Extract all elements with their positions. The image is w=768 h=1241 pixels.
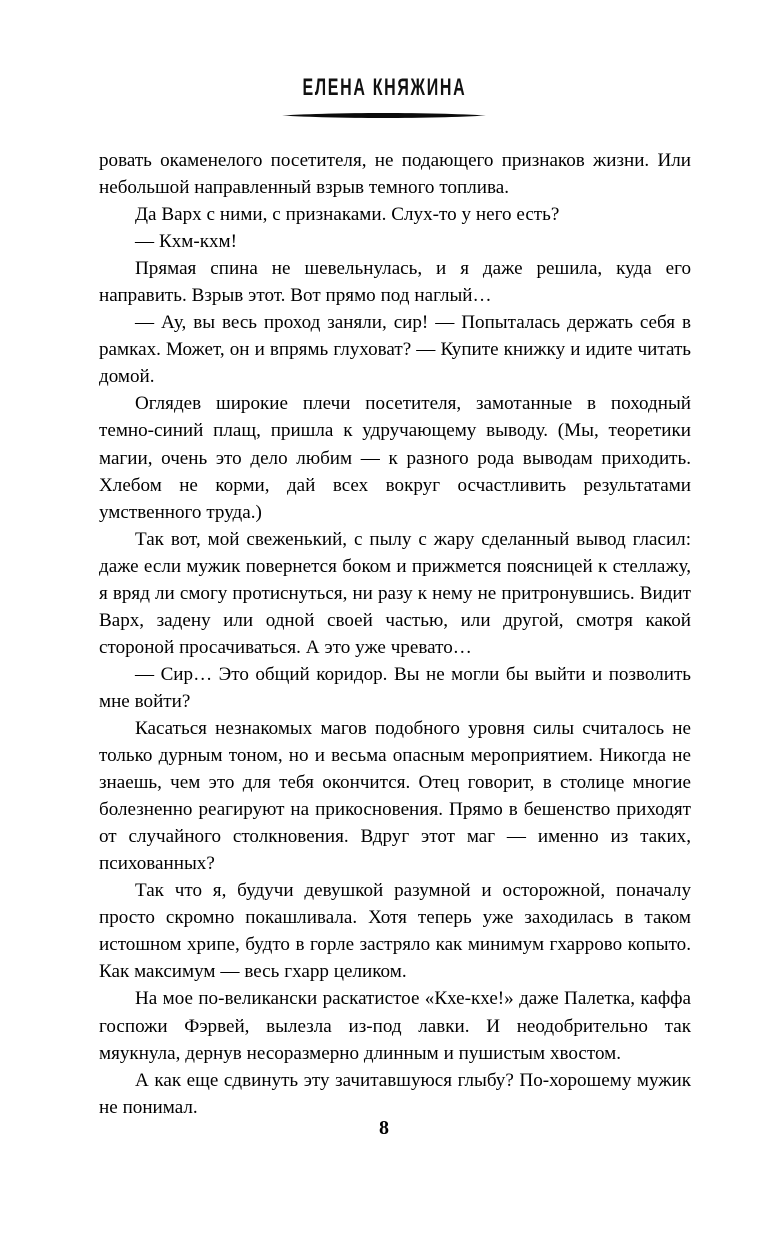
paragraph: — Кхм-кхм! [135, 231, 237, 253]
body-text-column [99, 147, 691, 1121]
paragraph: — Ау, вы весь проход заняли, сир! — Попыталась держать себя в рамках. Может, он и впрямь глуховат? — Купите книжку и идите читать домой. [99, 312, 691, 388]
paragraph: Да Варх с ними, с признаками. Слух-то у него есть? [135, 204, 560, 226]
paragraph: Прямая спина не шевельнулась, и я даже решила, куда его направить. Взрыв этот. Вот прямо под наглый… [99, 258, 691, 307]
page-footer [0, 1117, 768, 1139]
paragraph: — Сир… Это общий коридор. Вы не могли бы выйти и позволить мне войти? [99, 663, 691, 712]
paragraph: Так что я, будучи девушкой разумной и осторожной, поначалу просто скромно покашливала. Хотя теперь уже заходилась в таком истошном хрипе, будто в горле застряло как минимум гхаррово копыто. Как максимум — весь гхарр целиком. [99, 880, 691, 983]
paragraph: Касаться незнакомых магов подобного уровня силы считалось не только дурным тоном, но и весьма опасным мероприятием. Никогда не знаешь, чем это для тебя окончится. Отец говорит, в столице многие болезненно реагируют на прикосновения. Прямо в бешенство приходят от случайного столкновения. Вдруг этот маг — именно из таких, психованных? [99, 717, 691, 875]
paragraph: А как еще сдвинуть эту зачитавшуюся глыбу? По-хорошему мужик не понимал. [99, 1069, 691, 1118]
running-head [0, 76, 768, 100]
paragraph: Так вот, мой свеженький, с пылу с жару сделанный вывод гласил: даже если мужик повернется боком и прижмется поясницей к стеллажу, я вряд ли смогу протиснуться, ни разу к нему не притронувшись. Видит Варх, задену или одной своей частью, или другой, смотря какой стороной просачиваться. А это уже чревато… [99, 528, 691, 658]
header-ornament-rule [282, 112, 486, 119]
paragraph: На мое по-великански раскатистое «Кхе-кхе!» даже Палетка, каффа госпожи Фэрвей, вылезла из-под лавки. И неодобрительно так мяукнула, дернув несоразмерно длинным и пушистым хвостом. [99, 988, 691, 1064]
paragraph: Оглядев широкие плечи посетителя, замотанные в походный темно-синий плащ, пришла к удручающему выводу. (Мы, теоретики магии, очень это дело любим — к разного рода выводам приходить. Хлебом не корми, дай всех вокруг осчастливить результатами умственного труда.) [99, 393, 691, 523]
running-head-author-name: ЕЛЕНА КНЯЖИНА [302, 75, 466, 101]
paragraph: ровать окаменелого посетителя, не подающего признаков жизни. Или небольшой направленный взрыв темного топлива. [99, 150, 691, 199]
page-number: 8 [379, 1117, 389, 1139]
